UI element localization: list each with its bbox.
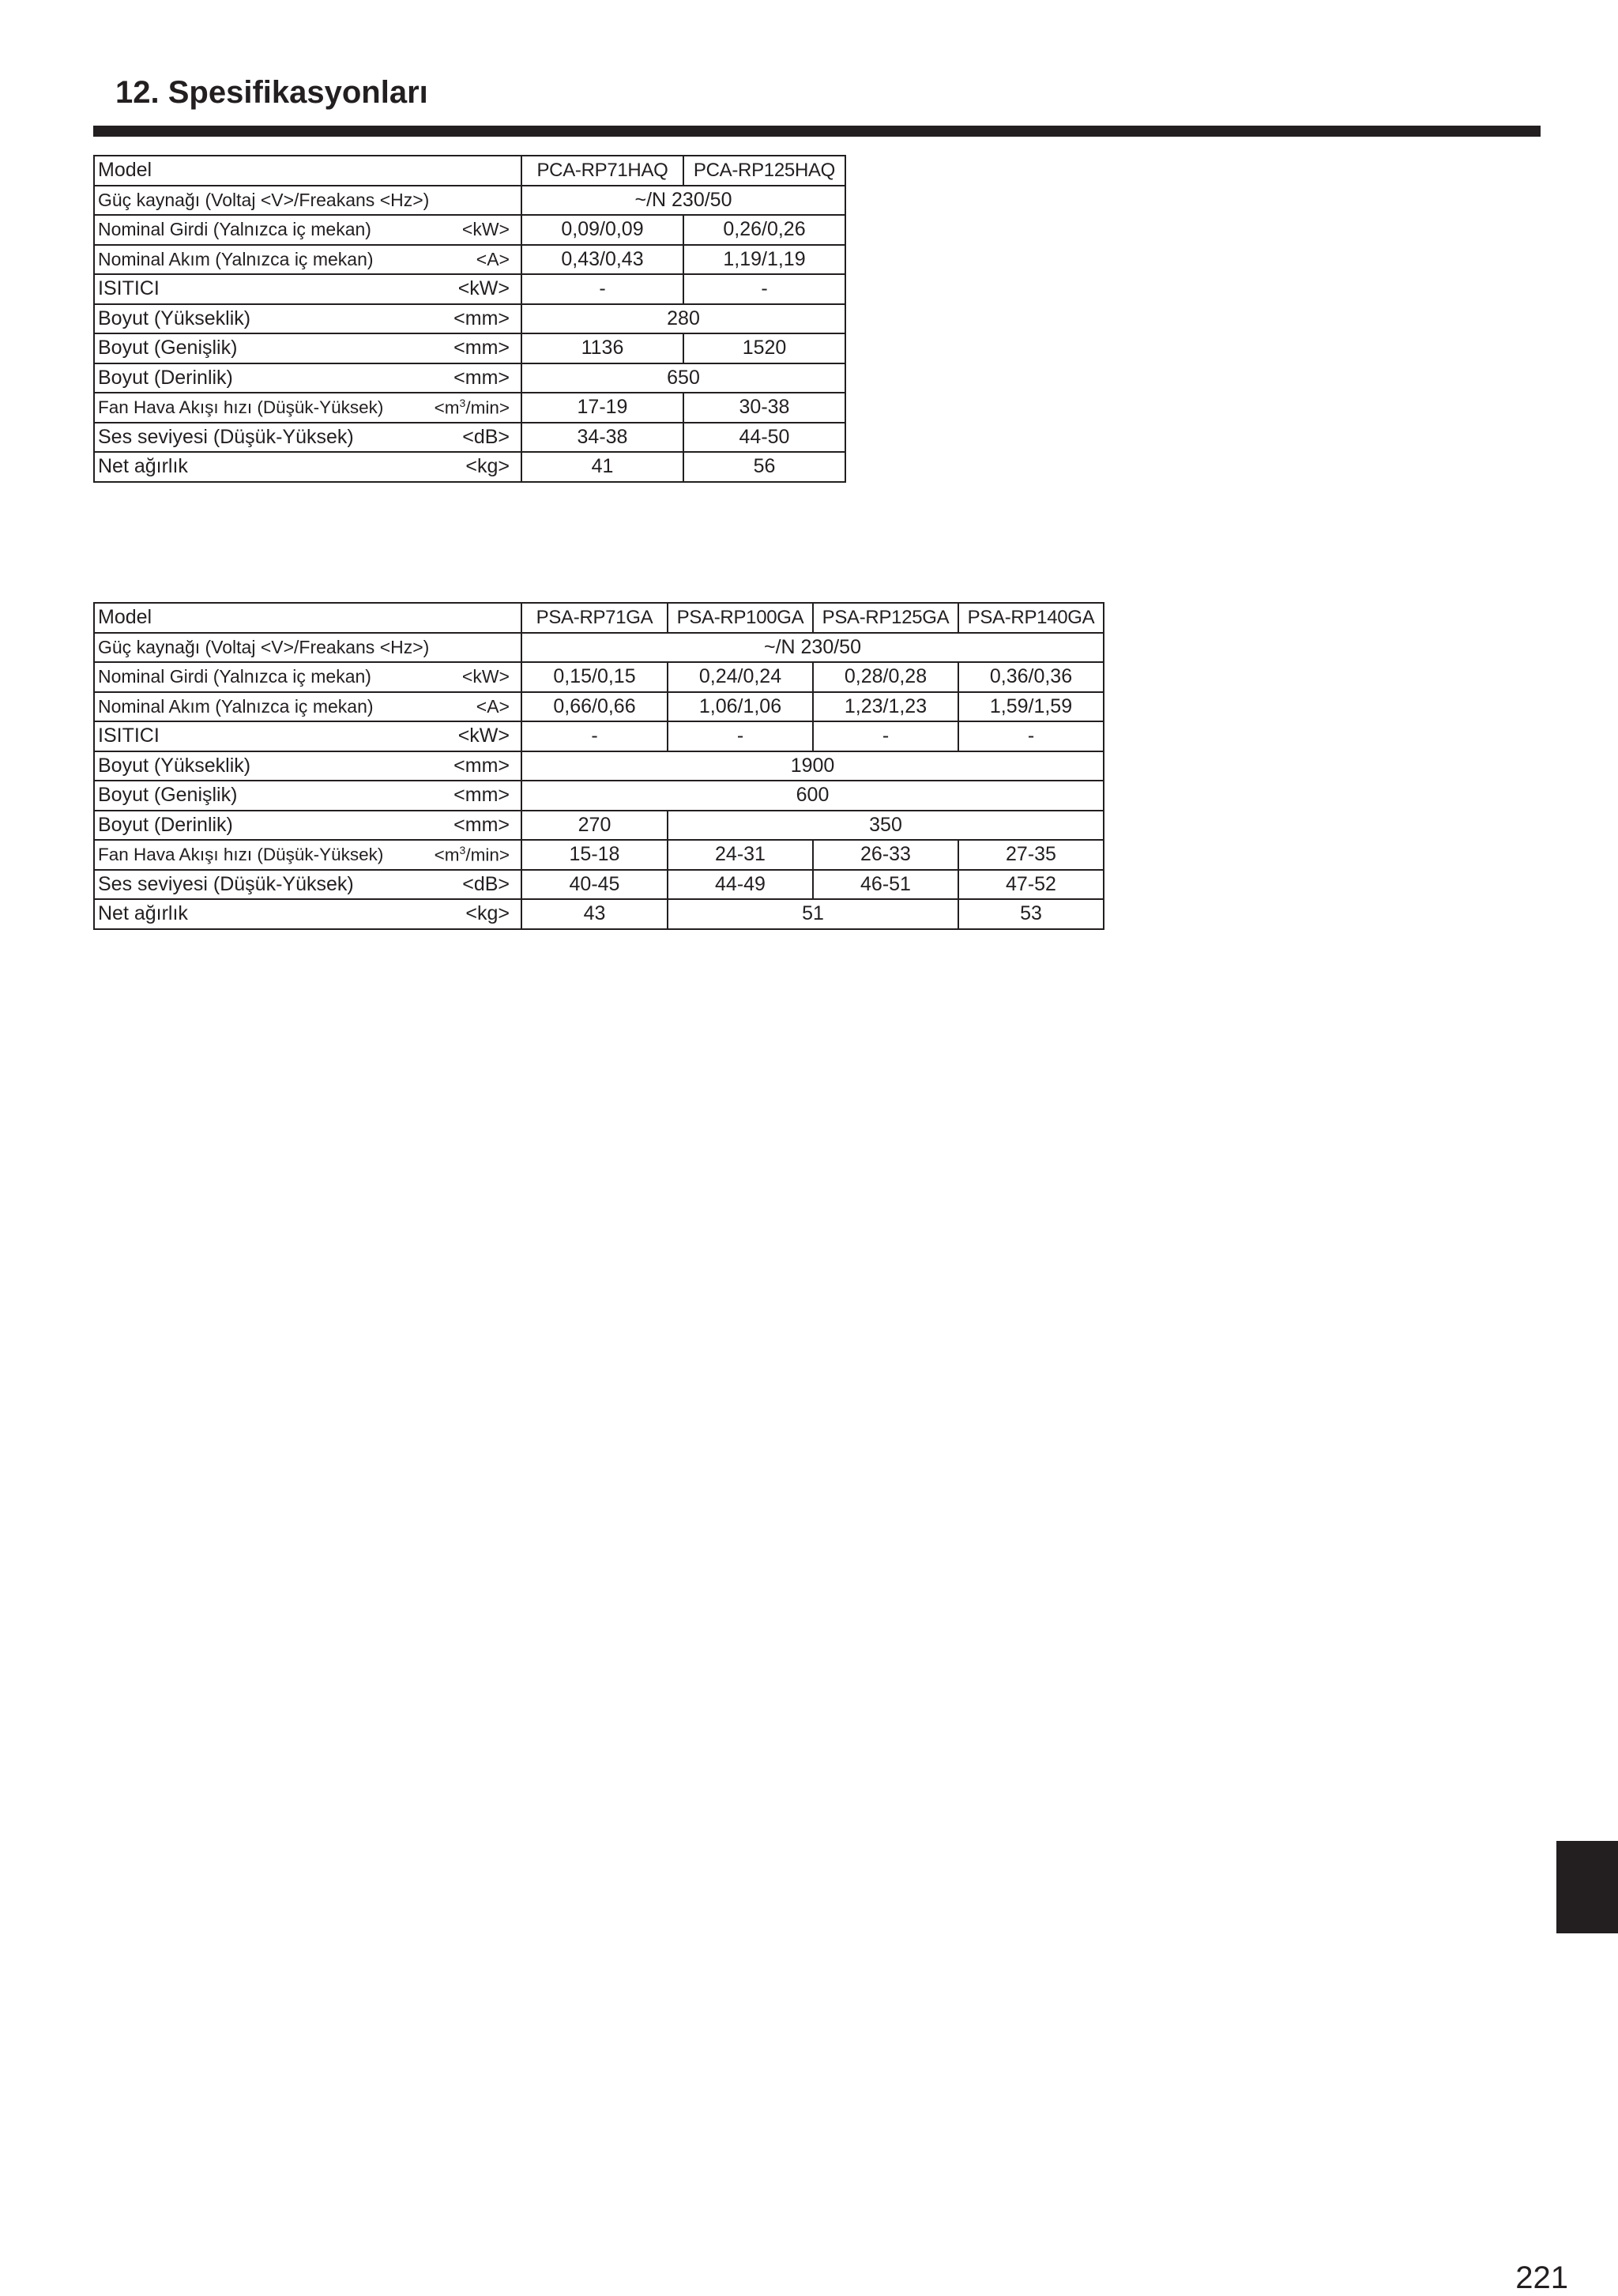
spec-table-psa [93,602,1104,930]
table-cell: 0,28/0,28 [813,662,958,692]
table-cell: 26-33 [813,840,958,870]
model-header: PSA-RP140GA [958,603,1104,633]
unit-label: <kW> [461,666,510,687]
table-row-nominal-input [94,662,1104,692]
table-row-model [94,156,845,186]
unit-label: <kW> [461,219,510,240]
table-cell: 0,24/0,24 [668,662,813,692]
table-cell: 280 [521,304,845,334]
table-row-airflow [94,393,845,423]
row-label-width: Boyut (Genişlik) <mm> [94,333,521,363]
page-title: 12. Spesifikasyonları [115,75,428,110]
unit-label: <kW> [457,277,510,300]
table-cell: - [958,721,1104,751]
unit-label: <A> [476,248,510,269]
row-label-airflow: Fan Hava Akışı hızı (Düşük-Yüksek) $<m^3/\min>$ [94,393,521,423]
row-label-weight: Net ağırlık <kg> [94,899,521,929]
unit-label: <mm> [453,307,510,329]
table-cell: 0,26/0,26 [683,215,845,245]
unit-label: <dB> [462,425,510,448]
table-cell: 0,36/0,36 [958,662,1104,692]
model-header: PCA-RP125HAQ [683,156,845,186]
table-cell: 24-31 [668,840,813,870]
table-row-weight [94,452,845,482]
table-cell: 47-52 [958,870,1104,900]
table-row-nominal-input [94,215,845,245]
table-row-depth [94,811,1104,841]
table-row-sound [94,870,1104,900]
row-label-sound: Ses seviyesi (Düşük-Yüksek) <dB> [94,423,521,453]
table-row-power-supply [94,633,1104,663]
row-label-height: Boyut (Yükseklik) <mm> [94,304,521,334]
table-row-width [94,333,845,363]
table-cell: 0,43/0,43 [521,245,683,275]
table-cell: 350 [668,811,1104,841]
table-cell: 27-35 [958,840,1104,870]
section-tab-marker [1556,1841,1618,1933]
row-label-power-supply: Güç kaynağı (Voltaj <V>/Freakans <Hz>) [94,633,521,663]
unit-label: <mm> [453,337,510,359]
table-cell: 0,66/0,66 [521,692,668,722]
row-label-nominal-current: Nominal Akım (Yalnızca iç mekan) <A> [94,692,521,722]
table-cell: 56 [683,452,845,482]
row-label-width: Boyut (Genişlik) <mm> [94,781,521,811]
unit-label: <dB> [462,872,510,895]
table-cell: - [813,721,958,751]
model-header: PSA-RP125GA [813,603,958,633]
table-cell: 1520 [683,333,845,363]
row-label-heater: ISITICI <kW> [94,721,521,751]
unit-label: <kW> [457,725,510,747]
table-cell: 650 [521,363,845,393]
unit-label: $<m^3/\min>$ [434,844,510,865]
row-label-nominal-input: Nominal Girdi (Yalnızca iç mekan) <kW> [94,662,521,692]
row-label-nominal-input: Nominal Girdi (Yalnızca iç mekan) <kW> [94,215,521,245]
model-header: PCA-RP71HAQ [521,156,683,186]
table-cell: 44-49 [668,870,813,900]
table-row-heater [94,274,845,304]
table-row-width [94,781,1104,811]
unit-label: <mm> [453,754,510,777]
table-cell: 0,09/0,09 [521,215,683,245]
model-header: PSA-RP71GA [521,603,668,633]
table-cell: 1,06/1,06 [668,692,813,722]
row-label-nominal-current: Nominal Akım (Yalnızca iç mekan) <A> [94,245,521,275]
table-row-height [94,304,845,334]
page-number: 221 [1515,2260,1568,2295]
row-label-model: Model [94,603,521,633]
table-cell: 0,15/0,15 [521,662,668,692]
unit-label: <A> [476,695,510,717]
table-cell: ~/N 230/50 [521,633,1104,663]
table-row-depth [94,363,845,393]
table-cell: 51 [668,899,958,929]
row-label-sound: Ses seviyesi (Düşük-Yüksek) <dB> [94,870,521,900]
table-cell: 44-50 [683,423,845,453]
row-label-depth: Boyut (Derinlik) <mm> [94,363,521,393]
table-row-nominal-current [94,245,845,275]
row-label-depth: Boyut (Derinlik) <mm> [94,811,521,841]
table-row-airflow [94,840,1104,870]
table-row-weight [94,899,1104,929]
title-rule [93,126,1541,137]
table-cell: 46-51 [813,870,958,900]
table-cell: - [521,274,683,304]
row-label-height: Boyut (Yükseklik) <mm> [94,751,521,781]
row-label-model: Model [94,156,521,186]
unit-label: $<m^3/\min>$ [434,397,510,418]
table-cell: 1,23/1,23 [813,692,958,722]
row-label-heater: ISITICI <kW> [94,274,521,304]
table-cell: 15-18 [521,840,668,870]
table-cell: 1,59/1,59 [958,692,1104,722]
spec-table-pca [93,155,846,483]
row-label-weight: Net ağırlık <kg> [94,452,521,482]
unit-label: <kg> [465,455,510,478]
row-label-power-supply: Güç kaynağı (Voltaj <V>/Freakans <Hz>) [94,186,521,216]
table-cell: 30-38 [683,393,845,423]
unit-label: <mm> [453,366,510,389]
table-cell: - [668,721,813,751]
table-row-power-supply [94,186,845,216]
unit-label: <kg> [465,902,510,925]
table-row-sound [94,423,845,453]
table-cell: 43 [521,899,668,929]
model-header: PSA-RP100GA [668,603,813,633]
table-cell: 1900 [521,751,1104,781]
table-cell: 53 [958,899,1104,929]
table-cell: 1,19/1,19 [683,245,845,275]
table-cell: 1136 [521,333,683,363]
row-label-airflow: Fan Hava Akışı hızı (Düşük-Yüksek) $<m^3/\min>$ [94,840,521,870]
table-cell: 40-45 [521,870,668,900]
unit-label: <mm> [453,813,510,836]
table-cell: 41 [521,452,683,482]
table-row-height [94,751,1104,781]
table-cell: 17-19 [521,393,683,423]
table-cell: 600 [521,781,1104,811]
table-cell: 270 [521,811,668,841]
table-row-model [94,603,1104,633]
table-row-heater [94,721,1104,751]
table-cell: - [521,721,668,751]
unit-label: <mm> [453,784,510,807]
table-cell: 34-38 [521,423,683,453]
table-cell: ~/N 230/50 [521,186,845,216]
table-cell: - [683,274,845,304]
table-row-nominal-current [94,692,1104,722]
